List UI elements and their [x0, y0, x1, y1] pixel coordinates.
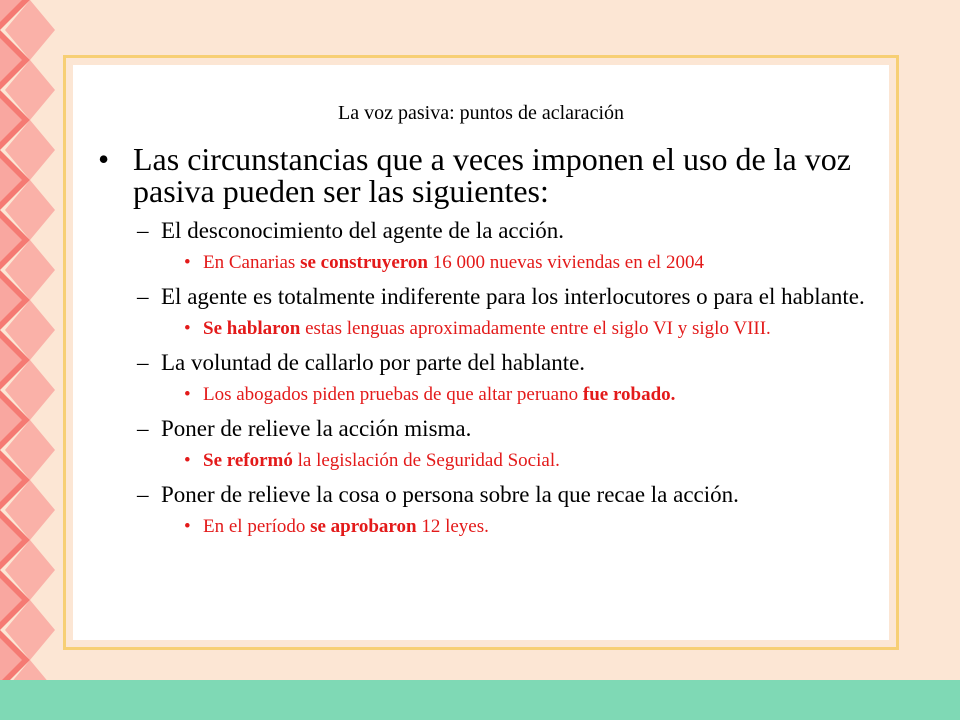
slide-body — [93, 143, 869, 549]
main-bullet-text: Las circunstancias que a veces imponen el uso de la voz pasiva pueden ser las siguientes: — [133, 141, 851, 209]
dash-marker: – — [137, 218, 149, 243]
sub-bullet-text: Poner de relieve la cosa o persona sobre la que recae la acción. — [161, 482, 739, 507]
example-bullet — [93, 253, 869, 273]
dash-marker: – — [137, 350, 149, 375]
bullet-marker: • — [184, 450, 191, 471]
example-bullet — [93, 385, 869, 405]
sub-bullet-text: El agente es totalmente indiferente para los interlocutores o para el hablante. — [161, 284, 865, 309]
example-verb: se aprobaron — [310, 516, 417, 537]
example-text: En el período se aprobaron 12 leyes. — [203, 516, 489, 537]
dash-marker: – — [137, 416, 149, 441]
example-text: Se reformó la legislación de Seguridad Social. — [203, 450, 560, 471]
sub-bullet — [93, 417, 869, 440]
slide-frame — [63, 55, 899, 650]
example-verb: se construyeron — [300, 252, 428, 273]
example-bullet — [93, 319, 869, 339]
example-verb: fue robado. — [582, 384, 676, 405]
slide-title: La voz pasiva: puntos de aclaración — [338, 102, 624, 124]
dash-marker: – — [137, 284, 149, 309]
bullet-marker: • — [184, 516, 191, 537]
sub-bullet-text: La voluntad de callarlo por parte del hablante. — [161, 350, 586, 375]
zigzag-border-decoration — [0, 0, 60, 720]
sub-bullet-text: Poner de relieve la acción misma. — [161, 416, 472, 441]
main-bullet — [93, 143, 869, 207]
sub-bullet — [93, 483, 869, 506]
bottom-band — [0, 680, 960, 720]
sub-bullet — [93, 285, 869, 308]
sub-bullet-text: El desconocimiento del agente de la acción. — [161, 218, 564, 243]
example-text: Se hablaron estas lenguas aproximadamente entre el siglo VI y siglo VIII. — [203, 318, 771, 339]
example-text: En Canarias se construyeron 16 000 nuevas viviendas en el 2004 — [203, 252, 704, 273]
example-text: Los abogados piden pruebas de que altar peruano fue robado. — [203, 384, 676, 405]
bullet-marker: • — [98, 141, 110, 177]
example-bullet — [93, 517, 869, 537]
example-verb: Se reformó — [203, 450, 293, 471]
sub-bullet — [93, 351, 869, 374]
bullet-marker: • — [184, 318, 191, 339]
dash-marker: – — [137, 482, 149, 507]
sub-bullet — [93, 219, 869, 242]
example-verb: Se hablaron — [203, 318, 301, 339]
bullet-marker: • — [184, 252, 191, 273]
bullet-marker: • — [184, 384, 191, 405]
slide-content-area — [73, 65, 889, 640]
example-bullet — [93, 451, 869, 471]
